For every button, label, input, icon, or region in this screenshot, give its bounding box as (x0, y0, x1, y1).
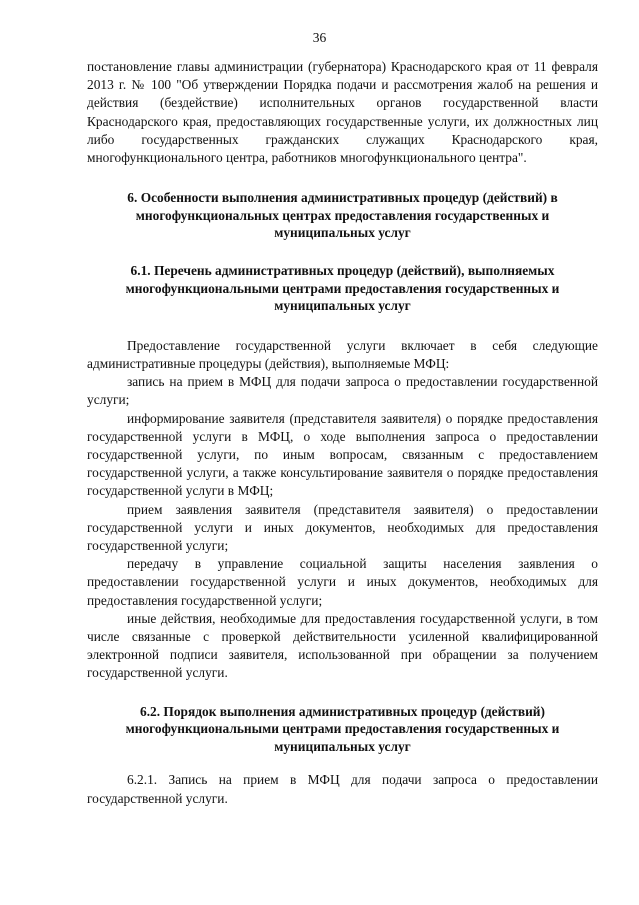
paragraph: запись на прием в МФЦ для подачи запроса о предоставлении государственной услуги; (87, 374, 598, 408)
section-6-2-1-paragraph: 6.2.1. Запись на прием в МФЦ для подачи запроса о предоставлении государственной услуги. (87, 772, 598, 806)
page-number: 36 (312, 30, 327, 45)
section-6-2-heading: 6.2. Порядок выполнения административных процедур (действий) многофункциональными центрами предоставления государственных и муниципальных услуг (125, 703, 560, 754)
section-6-heading: 6. Особенности выполнения административных процедур (действий) в многофункциональных центрах предоставления государственных и муниципальных услуг (127, 190, 558, 241)
paragraph: Предоставление государственной услуги включает в себя следующие административные процедуры (действия), выполняемые МФЦ: (87, 337, 598, 371)
intro-paragraph: постановление главы администрации (губернатора) Краснодарского края от 11 февраля 2013 г. № 100 "Об утверждении Порядка подачи и рассмотрения жалоб на решения и действия (бездействие) исполнительных органов государственной власти Краснодарского края, предоставляющих государственные услуги, их должностных лиц либо государственных гражданских служащих Краснодарского края, многофункционального центра, работников многофункционального центра". (87, 59, 598, 166)
paragraph: прием заявления заявителя (представителя заявителя) о предоставлении государственной услуги и иных документов, необходимых для предоставления государственной услуги; (87, 501, 598, 554)
paragraph: информирование заявителя (представителя заявителя) о порядке предоставления государственной услуги в МФЦ, о ходе выполнения запроса о предоставлении государственной услуги, по иным вопросам, связанным с предоставлением государственной услуги, а также консультирование заявителя о порядке предоставления государственной услуги в МФЦ; (87, 410, 598, 499)
section-6-1-heading: 6.1. Перечень административных процедур (действий), выполняемых многофункциональными центрами предоставления государственных и муниципальных услуг (125, 263, 560, 314)
page-content (87, 58, 598, 808)
paragraph: передачу в управление социальной защиты населения заявления о предоставлении государственной услуги и иных документов, необходимых для предоставления государственной услуги; (87, 556, 598, 608)
paragraph: иные действия, необходимые для предоставления государственной услуги, в том числе связанные с проверкой действительности усиленной квалифицированной электронной подписи заявителя, использованной при обращении за получением государственной услуги. (87, 610, 598, 681)
